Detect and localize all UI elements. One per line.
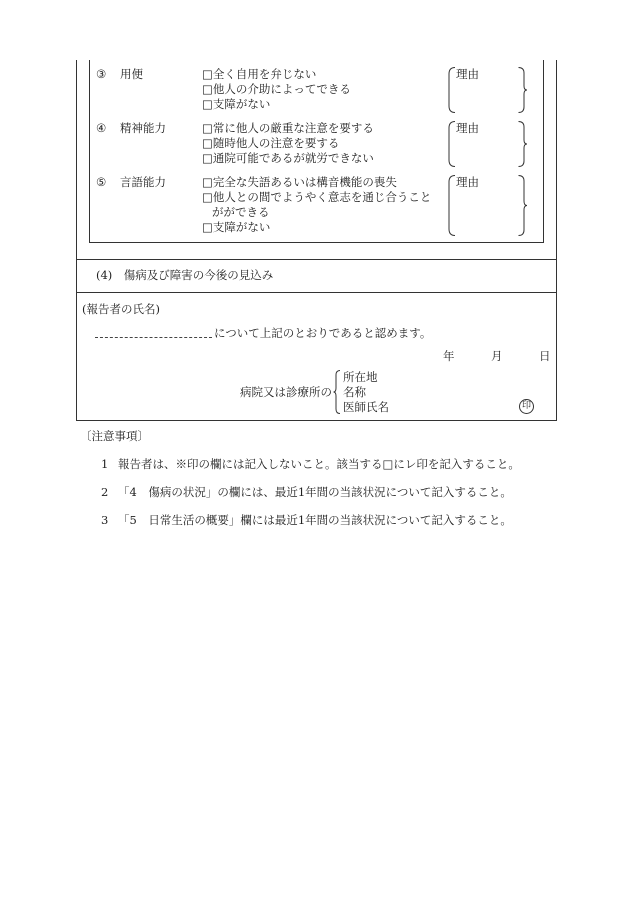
reason-label: 理由	[456, 175, 479, 189]
inner-border-right	[543, 60, 544, 243]
reporter-label: (報告者の氏名)	[82, 302, 160, 316]
facility-name-label: 名称	[343, 385, 366, 399]
certification-statement: について上記のとおりであると認めます。	[214, 326, 432, 340]
note-number: 1	[101, 457, 109, 471]
reason-right-bracket	[518, 175, 528, 236]
option-continuation: がができる	[212, 205, 270, 219]
option-checkbox[interactable]: □全く自用を弁じない	[202, 67, 317, 81]
reason-left-bracket	[448, 121, 456, 167]
section-divider-top	[76, 259, 557, 260]
section-divider-bottom	[76, 292, 557, 293]
note-number: 2	[101, 485, 109, 499]
date-year: 年	[443, 349, 455, 363]
item-number: ④	[96, 121, 107, 135]
hospital-label: 病院又は診療所の	[240, 385, 332, 399]
reason-label: 理由	[456, 67, 479, 81]
item-number: ⑤	[96, 175, 107, 189]
reason-left-bracket	[448, 175, 456, 236]
reporter-name-field[interactable]	[95, 337, 212, 338]
item-number: ③	[96, 67, 107, 81]
reason-left-bracket	[448, 67, 456, 113]
option-checkbox[interactable]: □通院可能であるが就労できない	[202, 151, 374, 165]
note-number: 3	[101, 513, 109, 527]
option-checkbox[interactable]: □随時他人の注意を要する	[202, 136, 340, 150]
item-title: 精神能力	[120, 121, 166, 135]
option-checkbox[interactable]: □支障がない	[202, 220, 271, 234]
inner-border-bottom	[89, 242, 544, 243]
outer-border-bottom	[76, 420, 557, 421]
outer-border-right	[556, 60, 557, 420]
doctor-name-label: 医師氏名	[343, 400, 389, 414]
item-title: 用便	[120, 67, 143, 81]
option-checkbox[interactable]: □常に他人の厳重な注意を要する	[202, 121, 374, 135]
seal-mark: 印	[519, 399, 534, 414]
note-text: 「4 傷病の状況」の欄には、最近1年間の当該状況について記入すること。	[118, 485, 512, 499]
reason-label: 理由	[456, 121, 479, 135]
option-checkbox[interactable]: □他人の介助によってできる	[202, 82, 351, 96]
option-checkbox[interactable]: □支障がない	[202, 97, 271, 111]
date-month: 月	[491, 349, 503, 363]
note-text: 「5 日常生活の概要」欄には最近1年間の当該状況について記入すること。	[118, 513, 512, 527]
option-checkbox[interactable]: □他人との間でようやく意志を通じ合うこと	[202, 190, 432, 204]
notes-heading: 〔注意事項〕	[80, 429, 149, 443]
reason-right-bracket	[518, 121, 528, 167]
inner-border-left	[89, 60, 90, 243]
date-day: 日	[539, 349, 551, 363]
hospital-brace	[333, 370, 341, 414]
reason-right-bracket	[518, 67, 528, 113]
note-text: 報告者は、※印の欄には記入しないこと。該当する□にレ印を記入すること。	[118, 457, 520, 471]
section-4-prognosis: (4) 傷病及び障害の今後の見込み	[96, 268, 274, 282]
option-checkbox[interactable]: □完全な失語あるいは構音機能の喪失	[202, 175, 397, 189]
outer-border-left	[76, 60, 77, 420]
item-title: 言語能力	[120, 175, 166, 189]
address-label: 所在地	[343, 370, 378, 384]
